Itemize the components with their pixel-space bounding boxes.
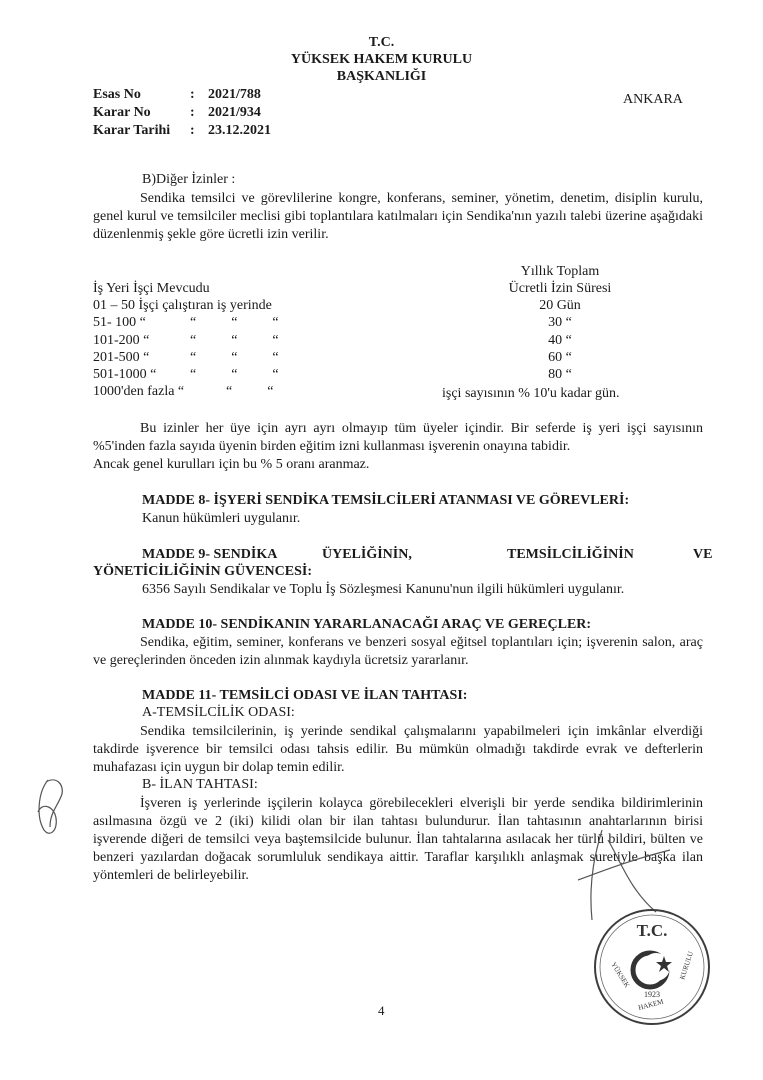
meta-sep: :	[190, 87, 195, 102]
table-row-ditto: “ “ “	[190, 350, 279, 365]
b-section-title: B)Diğer İzinler :	[142, 172, 236, 187]
table-row-days: 40 “	[548, 333, 572, 348]
meta-label: Karar Tarihi	[93, 123, 171, 138]
madde-9-title-part: VE	[693, 547, 713, 562]
table-row-range: 101-200 “	[93, 333, 150, 348]
table-row-ditto: “ “	[226, 384, 274, 399]
meta-value: 23.12.2021	[208, 123, 271, 138]
seal-top-text: T.C.	[636, 921, 668, 940]
table-row-range: 501-1000 “	[93, 367, 157, 382]
official-seal	[592, 904, 712, 1030]
madde-11-title: MADDE 11- TEMSİLCİ ODASI VE İLAN TAHTASI:	[142, 688, 468, 703]
table-row-range: 201-500 “	[93, 350, 150, 365]
madde-10-title: MADDE 10- SENDİKANIN YARARLANACAĞI ARAÇ VE GEREÇLER:	[142, 617, 592, 632]
madde-9-text: 6356 Sayılı Sendikalar ve Toplu İş Sözleşmesi Kanunu'nun ilgili hükümleri uygulanır.	[142, 582, 625, 597]
table-row-range: 01 – 50 İşçi çalıştıran iş yerinde	[93, 298, 272, 313]
madde-11-subtitle-b: B- İLAN TAHTASI:	[142, 777, 258, 792]
after-table-paragraph: Bu izinler her üye için ayrı ayrı olmayıp tüm üyeler içindir. Bir seferde iş yeri işçi sayısının %5'inden fazla sayıda üyenin birden eğitim izni kullanması işverenin onayına tabidir.	[93, 421, 703, 454]
table-header-paid-leave: Ücretli İzin Süresi	[508, 281, 612, 296]
madde-10-text: Sendika, eğitim, seminer, konferans ve benzeri sosyal eğitsel toplantıları için; işverenin salon, araç ve gereçlerinden önceden izin alınmak kaydıyla ücretsiz yararlanır.	[93, 635, 703, 668]
svg-text:KURULU: KURULU	[678, 950, 695, 981]
meta-sep: :	[190, 123, 195, 138]
meta-label: Esas No	[93, 87, 141, 102]
table-row-ditto: “ “ “	[190, 367, 279, 382]
madde-9-title-part: MADDE 9- SENDİKA	[142, 547, 278, 562]
page-number: 4	[378, 1003, 385, 1018]
madde-8-text: Kanun hükümleri uygulanır.	[142, 511, 301, 526]
table-row-days: işçi sayısının % 10'u kadar gün.	[442, 386, 620, 401]
madde-8-title: MADDE 8- İŞYERİ SENDİKA TEMSİLCİLERİ ATANMASI VE GÖREVLERİ:	[142, 493, 630, 508]
madde-11-subtitle-a: A-TEMSİLCİLİK ODASI:	[142, 705, 295, 720]
table-row-days: 80 “	[548, 367, 572, 382]
header-tc: T.C.	[368, 35, 395, 50]
table-row-days: 20 Gün	[539, 298, 581, 313]
table-row-days: 30 “	[548, 315, 572, 330]
table-header-workforce: İş Yeri İşçi Mevcudu	[93, 281, 210, 296]
b-section-paragraph: Sendika temsilci ve görevlilerine kongre, konferans, seminer, yönetim, denetim, disiplin kurulu, genel kurul ve temsilciler meclisi gibi toplantılara katılmaları için Sendika'nın yazılı talebi üzerine aşağıdaki düzenlenmiş şekle göre ücretli izin verilir.	[93, 191, 703, 242]
meta-sep: :	[190, 105, 195, 120]
meta-value: 2021/788	[208, 87, 261, 102]
city-label: ANKARA	[623, 92, 683, 107]
seal-year: 1923	[644, 990, 660, 999]
header-institution: YÜKSEK HAKEM KURULU	[290, 52, 473, 67]
handwritten-initial	[28, 772, 76, 842]
table-header-annual: Yıllık Toplam	[520, 264, 600, 279]
table-row-ditto: “ “ “	[190, 333, 279, 348]
svg-text:YÜKSEK: YÜKSEK	[609, 960, 632, 990]
after-table-note: Ancak genel kurulları için bu % 5 oranı aranmaz.	[93, 457, 370, 472]
madde-9-title-line2: YÖNETİCİLİĞİNİN GÜVENCESİ:	[93, 564, 312, 579]
svg-text:HAKEM: HAKEM	[637, 997, 665, 1012]
table-row-range: 51- 100 “	[93, 315, 146, 330]
madde-9-title-part: ÜYELİĞİNİN,	[322, 547, 412, 562]
madde-11-text-b: İşveren iş yerlerinde işçilerin kolayca görebilecekleri elverişli bir yerde sendika bildirimlerinin asılmasına özgü ve 2 (iki) kilidi olan bir ilan tahtası bulundurur. İlan tahtasının anahtarlarının birisi işverende diğeri de temsilci veya baştemsilcide bulunur. İlan tahtalarına asılacak her türlü bildiri, bülten ve benzeri yazılardan doğacak sorumluluk sendikaya aittir. Taraflar karşılıklı anlaşmak suretiyle başka ilan yöntemleri de belirleyebilir.	[93, 796, 703, 883]
table-row-range: 1000'den fazla “	[93, 384, 185, 399]
table-row-days: 60 “	[548, 350, 572, 365]
madde-11-text-a: Sendika temsilcilerinin, iş yerinde sendikal çalışmalarını yapabilmeleri için imkânlar elverdiği takdirde işverence bir temsilci odası tahsis edilir. Bu mümkün olmadığı takdirde evrak ve defterlerin muhafazası için uygun bir dolap temin edilir.	[93, 724, 703, 775]
meta-value: 2021/934	[208, 105, 261, 120]
meta-label: Karar No	[93, 105, 151, 120]
madde-9-title-part: TEMSİLCİLİĞİNİN	[507, 547, 634, 562]
table-row-ditto: “ “ “	[190, 315, 279, 330]
header-presidency: BAŞKANLIĞI	[336, 69, 427, 84]
